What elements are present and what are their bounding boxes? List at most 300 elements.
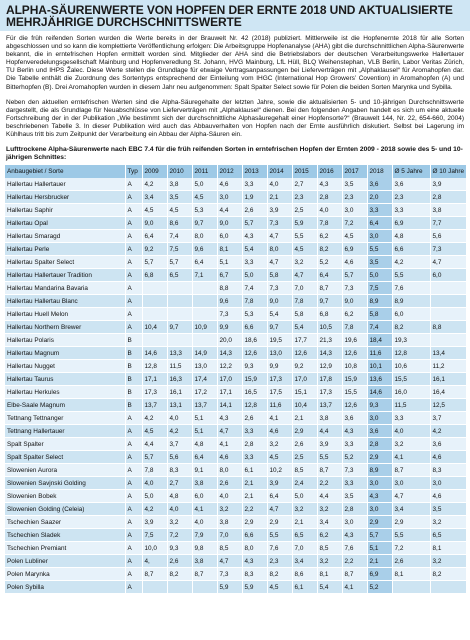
value-cell: A xyxy=(125,503,142,516)
value-cell: 12,2 xyxy=(217,360,242,373)
value-cell: 4, xyxy=(142,555,167,568)
value-cell: 17,8 xyxy=(317,373,342,386)
value-cell: 6,7 xyxy=(217,269,242,282)
value-cell: 4,3 xyxy=(242,230,267,243)
value-cell: 15,5 xyxy=(392,373,430,386)
variety-cell: Tettnang Tettnanger xyxy=(5,412,125,425)
value-cell: 2,7 xyxy=(167,477,192,490)
value-cell: 17,3 xyxy=(142,386,167,399)
table-row xyxy=(5,503,466,516)
variety-cell: Polen Sybilla xyxy=(5,581,125,594)
value-cell: 12,9 xyxy=(317,360,342,373)
table-row xyxy=(5,386,466,399)
value-cell: 2,6 xyxy=(242,412,267,425)
table-row xyxy=(5,334,466,347)
value-cell: 9,6 xyxy=(192,243,217,256)
value-cell: 3,3 xyxy=(342,477,367,490)
value-cell: 3,9 xyxy=(142,516,167,529)
variety-cell: Hallertau Spalter Select xyxy=(5,256,125,269)
value-cell: 4,5 xyxy=(342,230,367,243)
value-cell: 5,9 xyxy=(292,217,317,230)
value-cell: 5,0 xyxy=(242,269,267,282)
column-header: 2014 xyxy=(267,165,292,178)
value-cell: 6,0 xyxy=(192,490,217,503)
value-cell: 18,4 xyxy=(367,334,392,347)
value-cell: 21,3 xyxy=(317,334,342,347)
value-cell: B xyxy=(125,399,142,412)
value-cell: 2,1 xyxy=(292,516,317,529)
variety-cell: Spalt Spalter Select xyxy=(5,451,125,464)
value-cell: B xyxy=(125,334,142,347)
value-cell: 8,5 xyxy=(317,542,342,555)
value-cell: 8,8 xyxy=(217,282,242,295)
value-cell: 2,1 xyxy=(242,477,267,490)
value-cell: 7,4 xyxy=(242,282,267,295)
value-cell: 10,5 xyxy=(317,321,342,334)
value-cell: A xyxy=(125,477,142,490)
value-cell: 7,3 xyxy=(267,217,292,230)
value-cell: 3,0 xyxy=(392,477,430,490)
value-cell: 4,3 xyxy=(342,425,367,438)
value-cell: 2,9 xyxy=(392,516,430,529)
value-cell: 10,1 xyxy=(367,360,392,373)
value-cell: 3,8 xyxy=(430,204,466,217)
variety-cell: Hallertau Opal xyxy=(5,217,125,230)
value-cell: 7,0 xyxy=(217,529,242,542)
value-cell: 2,8 xyxy=(242,438,267,451)
value-cell: 4,3 xyxy=(242,555,267,568)
value-cell: 4,4 xyxy=(317,490,342,503)
value-cell: A xyxy=(125,568,142,581)
value-cell: 13,7 xyxy=(192,399,217,412)
value-cell xyxy=(167,282,192,295)
variety-cell: Slowenien Savjnski Golding xyxy=(5,477,125,490)
value-cell: 10,8 xyxy=(342,360,367,373)
value-cell: 8,7 xyxy=(317,282,342,295)
value-cell: 2,1 xyxy=(367,555,392,568)
value-cell: 5,4 xyxy=(292,321,317,334)
value-cell: 4,4 xyxy=(142,438,167,451)
value-cell: A xyxy=(125,204,142,217)
table-row xyxy=(5,555,466,568)
value-cell: A xyxy=(125,269,142,282)
value-cell: 4,7 xyxy=(267,230,292,243)
variety-cell: Polen Lubliner xyxy=(5,555,125,568)
value-cell: 5,3 xyxy=(242,308,267,321)
value-cell: 4,7 xyxy=(267,503,292,516)
value-cell: 16,3 xyxy=(167,373,192,386)
value-cell: 6,4 xyxy=(192,451,217,464)
value-cell: 8,1 xyxy=(392,568,430,581)
value-cell: 3,6 xyxy=(392,178,430,191)
value-cell: 8,2 xyxy=(267,568,292,581)
value-cell: 8,3 xyxy=(242,568,267,581)
value-cell: 9,9 xyxy=(267,360,292,373)
value-cell: 2,8 xyxy=(430,191,466,204)
variety-cell: Hallertau Nugget xyxy=(5,360,125,373)
table-row xyxy=(5,451,466,464)
value-cell: 3,3 xyxy=(242,256,267,269)
value-cell: 6,9 xyxy=(367,568,392,581)
value-cell: 7,2 xyxy=(167,529,192,542)
value-cell: 7,5 xyxy=(367,282,392,295)
value-cell: 5,5 xyxy=(292,230,317,243)
value-cell: 5,1 xyxy=(192,412,217,425)
value-cell xyxy=(192,282,217,295)
value-cell: 5,0 xyxy=(367,269,392,282)
value-cell: 3,2 xyxy=(392,438,430,451)
value-cell: A xyxy=(125,243,142,256)
value-cell: 4,5 xyxy=(267,451,292,464)
value-cell: 4,4 xyxy=(217,204,242,217)
variety-cell: Hallertau Hallertauer Tradition xyxy=(5,269,125,282)
table-row xyxy=(5,425,466,438)
value-cell: 2,5 xyxy=(292,204,317,217)
value-cell: 20,0 xyxy=(217,334,242,347)
column-header: Ø 10 Jahre xyxy=(430,165,466,178)
column-header: 2009 xyxy=(142,165,167,178)
value-cell: 6,4 xyxy=(142,230,167,243)
value-cell: 8,2 xyxy=(167,568,192,581)
value-cell: 4,2 xyxy=(392,256,430,269)
value-cell: 9,3 xyxy=(242,360,267,373)
value-cell: 2,6 xyxy=(167,555,192,568)
value-cell: 10,4 xyxy=(142,321,167,334)
value-cell: 7,8 xyxy=(317,217,342,230)
value-cell: 3,8 xyxy=(317,412,342,425)
value-cell: 2,9 xyxy=(292,425,317,438)
value-cell: 11,6 xyxy=(267,399,292,412)
table-row xyxy=(5,178,466,191)
value-cell: 4,6 xyxy=(217,451,242,464)
value-cell: A xyxy=(125,464,142,477)
value-cell: 3,3 xyxy=(342,438,367,451)
value-cell: 5,0 xyxy=(142,490,167,503)
table-row xyxy=(5,269,466,282)
table-row xyxy=(5,191,466,204)
value-cell: 3,5 xyxy=(342,178,367,191)
value-cell: 15,9 xyxy=(242,373,267,386)
value-cell: 11,6 xyxy=(367,347,392,360)
value-cell: 7,6 xyxy=(392,282,430,295)
value-cell: 14,6 xyxy=(142,347,167,360)
value-cell: 5,9 xyxy=(242,581,267,594)
value-cell: 3,2 xyxy=(267,438,292,451)
value-cell: 11,5 xyxy=(167,360,192,373)
value-cell: 2,3 xyxy=(342,191,367,204)
value-cell: 2,8 xyxy=(317,191,342,204)
value-cell: 5,7 xyxy=(342,269,367,282)
value-cell: 9,0 xyxy=(342,295,367,308)
value-cell: 5,8 xyxy=(267,269,292,282)
value-cell: A xyxy=(125,490,142,503)
value-cell: 17,0 xyxy=(292,373,317,386)
value-cell: 2,9 xyxy=(367,451,392,464)
value-cell: 5,7 xyxy=(167,256,192,269)
value-cell: 4,0 xyxy=(267,178,292,191)
value-cell: B xyxy=(125,347,142,360)
value-cell: 9,8 xyxy=(192,542,217,555)
value-cell: 5,5 xyxy=(317,451,342,464)
value-cell: 7,3 xyxy=(342,282,367,295)
value-cell: 6,4 xyxy=(317,269,342,282)
value-cell: 6,9 xyxy=(342,243,367,256)
table-row xyxy=(5,230,466,243)
value-cell: 5,4 xyxy=(242,243,267,256)
value-cell: 13,0 xyxy=(192,360,217,373)
value-cell: 9,6 xyxy=(217,295,242,308)
table-row xyxy=(5,464,466,477)
value-cell: 4,0 xyxy=(167,503,192,516)
value-cell: 3,3 xyxy=(242,425,267,438)
value-cell: 11,2 xyxy=(430,360,466,373)
variety-cell: Hallertau Hallertauer xyxy=(5,178,125,191)
value-cell xyxy=(192,334,217,347)
value-cell: 17,1 xyxy=(217,386,242,399)
value-cell: 6,4 xyxy=(367,217,392,230)
value-cell: 4,2 xyxy=(142,412,167,425)
value-cell: 6,2 xyxy=(342,308,367,321)
value-cell: 2,6 xyxy=(292,438,317,451)
value-cell: 4,2 xyxy=(142,503,167,516)
value-cell: 10,9 xyxy=(192,321,217,334)
value-cell: 6,9 xyxy=(392,217,430,230)
value-cell: 3,0 xyxy=(342,516,367,529)
value-cell: 5,5 xyxy=(392,529,430,542)
table-row xyxy=(5,217,466,230)
value-cell: 3,6 xyxy=(430,438,466,451)
value-cell: 8,9 xyxy=(367,464,392,477)
value-cell: 2,2 xyxy=(317,477,342,490)
value-cell: 4,6 xyxy=(342,256,367,269)
value-cell: 7,8 xyxy=(142,464,167,477)
variety-cell: Hallertau Hersbrucker xyxy=(5,191,125,204)
value-cell: 3,0 xyxy=(367,503,392,516)
value-cell: 4,5 xyxy=(292,243,317,256)
value-cell: 3,4 xyxy=(392,503,430,516)
paragraph-2: Neben den aktuellen erntefrischen Werten sind die Alpha-Säuregehalte der letzten Jahre, sowie die aktualisierten 5- und 10-jährigen Durchschnittswerte dargestellt, die als Grundlage für Neuabschlüsse von Lieferverträgen mit „Alphaklausel“ dienen. Bei den folgenden Angaben handelt es sich um eine aktuelle Fortschreibung der in der Publikation „Wie bestimmt sich der durchschnittliche Alphasäuregehalt einer Hopfensorte?“ (Brauwelt 144, Nr. 22, 654-660, 2004) beschriebenen Tabelle 3. In dieser Publikation wird auch das Abbauverhalten von Hopfen nach der Ernte ausführlich diskutiert. Selbst bei Lagerung im Kühlhaus tritt bis zum Zeitpunkt der Verarbeitung ein Abbau der Alpha-Säuren ein. xyxy=(6,98,464,139)
value-cell: 16,5 xyxy=(242,386,267,399)
value-cell: 5,0 xyxy=(192,178,217,191)
value-cell: A xyxy=(125,178,142,191)
value-cell: 12,8 xyxy=(142,360,167,373)
value-cell xyxy=(430,282,466,295)
value-cell: 6,6 xyxy=(242,321,267,334)
value-cell: 13,3 xyxy=(167,347,192,360)
variety-cell: Hallertau Huell Melon xyxy=(5,308,125,321)
table-row xyxy=(5,568,466,581)
value-cell: 15,9 xyxy=(342,373,367,386)
value-cell: 7,3 xyxy=(217,308,242,321)
value-cell: 5,7 xyxy=(142,451,167,464)
value-cell: 4,5 xyxy=(267,581,292,594)
value-cell xyxy=(142,282,167,295)
variety-cell: Tschechien Saazer xyxy=(5,516,125,529)
value-cell: 13,7 xyxy=(142,399,167,412)
value-cell: 8,7 xyxy=(342,568,367,581)
value-cell xyxy=(430,581,466,594)
value-cell: 4,2 xyxy=(167,425,192,438)
value-cell: 12,5 xyxy=(430,399,466,412)
value-cell: 6,2 xyxy=(317,529,342,542)
value-cell: 4,7 xyxy=(392,490,430,503)
value-cell: 3,3 xyxy=(242,451,267,464)
value-cell: 5,8 xyxy=(367,308,392,321)
value-cell: 17,7 xyxy=(292,334,317,347)
value-cell: 3,2 xyxy=(292,256,317,269)
variety-cell: Hallertau Magnum xyxy=(5,347,125,360)
value-cell: 4,6 xyxy=(430,451,466,464)
value-cell: 3,9 xyxy=(317,438,342,451)
value-cell: 3,8 xyxy=(192,555,217,568)
value-cell: 10,6 xyxy=(392,360,430,373)
value-cell: 4,1 xyxy=(217,438,242,451)
value-cell: 2,0 xyxy=(367,191,392,204)
value-cell: 13,0 xyxy=(267,347,292,360)
value-cell: 7,3 xyxy=(267,282,292,295)
table-row xyxy=(5,321,466,334)
value-cell: 3,4 xyxy=(142,191,167,204)
table-row xyxy=(5,542,466,555)
variety-cell: Hallertau Herkules xyxy=(5,386,125,399)
column-header: 2017 xyxy=(342,165,367,178)
value-cell: 7,2 xyxy=(392,542,430,555)
value-cell: 9,0 xyxy=(267,295,292,308)
value-cell: 5,9 xyxy=(217,581,242,594)
value-cell xyxy=(142,334,167,347)
value-cell: 3,8 xyxy=(167,178,192,191)
value-cell: 3,3 xyxy=(367,204,392,217)
value-cell: 5,0 xyxy=(292,490,317,503)
value-cell: 8,0 xyxy=(267,243,292,256)
value-cell: 4,6 xyxy=(430,490,466,503)
value-cell: 15,1 xyxy=(292,386,317,399)
value-cell: A xyxy=(125,581,142,594)
value-cell: 8,9 xyxy=(367,295,392,308)
value-cell: 2,5 xyxy=(292,451,317,464)
value-cell: 3,0 xyxy=(430,477,466,490)
value-cell: 5,5 xyxy=(392,269,430,282)
value-cell: 8,7 xyxy=(142,568,167,581)
table-row xyxy=(5,529,466,542)
value-cell: 6,0 xyxy=(217,230,242,243)
value-cell: 16,0 xyxy=(392,386,430,399)
value-cell: 4,3 xyxy=(217,412,242,425)
value-cell: 10,0 xyxy=(142,542,167,555)
variety-cell: Hallertau Mandarina Bavaria xyxy=(5,282,125,295)
value-cell: 3,7 xyxy=(167,438,192,451)
value-cell: 9,3 xyxy=(167,542,192,555)
value-cell: A xyxy=(125,529,142,542)
value-cell: 6,1 xyxy=(292,581,317,594)
value-cell: 7,8 xyxy=(342,321,367,334)
value-cell: 17,0 xyxy=(217,373,242,386)
value-cell: 6,4 xyxy=(192,256,217,269)
value-cell: 3,0 xyxy=(367,230,392,243)
value-cell: 7,3 xyxy=(342,464,367,477)
column-header: 2013 xyxy=(242,165,267,178)
value-cell: 3,5 xyxy=(430,503,466,516)
article-header xyxy=(0,0,470,31)
value-cell xyxy=(192,295,217,308)
value-cell: 8,2 xyxy=(430,568,466,581)
value-cell: A xyxy=(125,438,142,451)
value-cell: 8,0 xyxy=(192,230,217,243)
value-cell: 17,4 xyxy=(192,373,217,386)
value-cell: 8,1 xyxy=(430,542,466,555)
variety-cell: Slowenien Aurora xyxy=(5,464,125,477)
value-cell: 3,3 xyxy=(392,204,430,217)
value-cell: 8,5 xyxy=(217,542,242,555)
value-cell: 11,5 xyxy=(392,399,430,412)
value-cell: 5,6 xyxy=(167,451,192,464)
value-cell: 12,6 xyxy=(342,347,367,360)
value-cell: 4,5 xyxy=(142,425,167,438)
column-header: 2018 xyxy=(367,165,392,178)
value-cell: 15,5 xyxy=(342,386,367,399)
value-cell: 3,4 xyxy=(292,555,317,568)
value-cell: A xyxy=(125,425,142,438)
value-cell: 4,7 xyxy=(430,256,466,269)
value-cell xyxy=(430,295,466,308)
variety-cell: Spalt Spalter xyxy=(5,438,125,451)
value-cell: 9,2 xyxy=(292,360,317,373)
value-cell: 4,2 xyxy=(430,425,466,438)
value-cell: 3,3 xyxy=(242,178,267,191)
table-row xyxy=(5,399,466,412)
value-cell: 5,5 xyxy=(267,529,292,542)
value-cell: 3,9 xyxy=(267,204,292,217)
value-cell: 3,3 xyxy=(392,412,430,425)
value-cell: A xyxy=(125,295,142,308)
value-cell: 7,0 xyxy=(292,542,317,555)
value-cell: 4,8 xyxy=(392,230,430,243)
table-row xyxy=(5,243,466,256)
value-cell: 4,7 xyxy=(217,555,242,568)
value-cell: 16,4 xyxy=(430,386,466,399)
column-header: 2015 xyxy=(292,165,317,178)
value-cell: 7,1 xyxy=(192,269,217,282)
value-cell: 3,0 xyxy=(342,204,367,217)
value-cell: 5,7 xyxy=(242,217,267,230)
value-cell: 8,6 xyxy=(167,217,192,230)
value-cell: B xyxy=(125,373,142,386)
variety-cell: Polen Marynka xyxy=(5,568,125,581)
value-cell xyxy=(142,581,167,594)
value-cell: 10,2 xyxy=(267,464,292,477)
value-cell: 8,3 xyxy=(430,464,466,477)
variety-cell: Hallertau Perle xyxy=(5,243,125,256)
value-cell: 8,7 xyxy=(317,464,342,477)
value-cell: 8,2 xyxy=(392,321,430,334)
value-cell: 7,3 xyxy=(217,568,242,581)
value-cell: 4,1 xyxy=(392,451,430,464)
value-cell: 3,2 xyxy=(317,503,342,516)
column-header: 2011 xyxy=(192,165,217,178)
value-cell: B xyxy=(125,360,142,373)
value-cell: 6,6 xyxy=(242,529,267,542)
value-cell: 9,7 xyxy=(192,217,217,230)
value-cell xyxy=(167,295,192,308)
value-cell: 8,1 xyxy=(317,568,342,581)
value-cell: 14,3 xyxy=(217,347,242,360)
value-cell: 7,2 xyxy=(342,217,367,230)
value-cell: 3,6 xyxy=(367,178,392,191)
value-cell: 10,4 xyxy=(292,399,317,412)
value-cell: 4,8 xyxy=(167,490,192,503)
value-cell: 5,2 xyxy=(342,451,367,464)
value-cell: 4,6 xyxy=(217,178,242,191)
